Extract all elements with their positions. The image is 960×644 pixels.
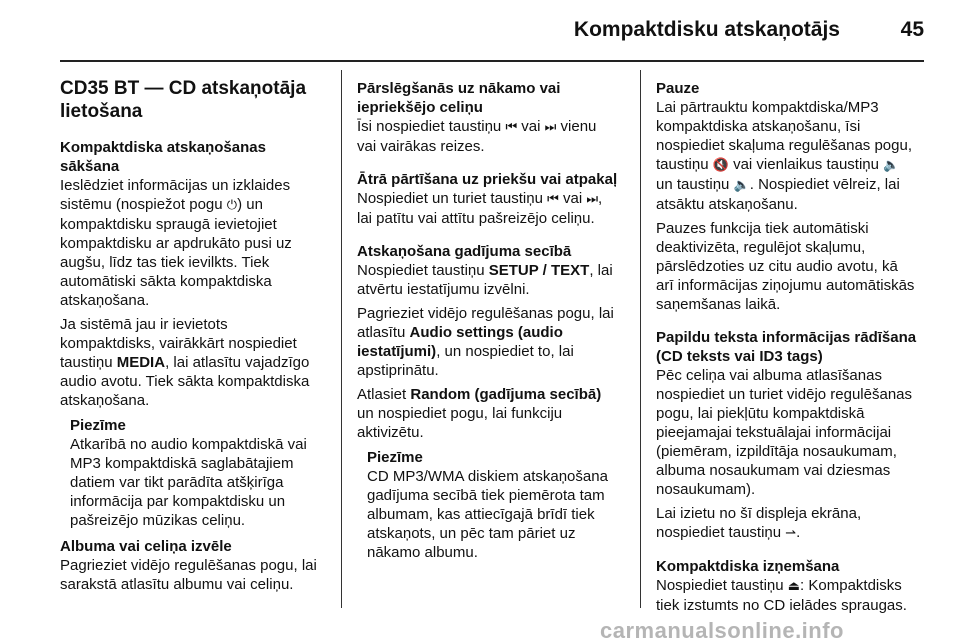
page-number: 45	[900, 18, 924, 41]
subheading-album-track: Albuma vai celiņa izvēle	[60, 538, 232, 555]
paragraph-album-track: Pagrieziet vidējo regulēšanas pogu, lai sarakstā atlasītu albumu vai celiņu.	[60, 557, 317, 593]
note-text: CD MP3/WMA diskiem atskaņošana gadījuma secībā tiek piemērota tam albumam, kas attiecīgajā brīdī tiek atskaņots, un pēc tam pāriet uz nākamo albumu.	[367, 468, 608, 561]
back-icon: ⇀	[785, 526, 797, 541]
column-3	[656, 79, 918, 620]
subheading-random: Atskaņošana gadījuma secībā	[357, 243, 572, 260]
subheading-pause: Pauze	[656, 80, 700, 97]
subheading-next-prev: Pārslēgšanās uz nākamo vai iepriekšējo celiņu	[357, 80, 561, 116]
note-box	[70, 416, 322, 530]
section-heading: CD35 BT — CD atskaņotāja lietošana	[60, 78, 307, 122]
rewind-icon: ⏮	[547, 192, 559, 207]
random-option-label: Random (gadījuma secībā)	[410, 386, 602, 403]
note-title: Piezīme	[367, 449, 423, 466]
paragraph-fast-forward: Nospiediet un turiet taustiņu ⏮ vai ⏭, lai patītu vai attītu pašreizējo celiņu.	[357, 190, 603, 227]
paragraph-exit-display: Lai izietu no šī displeja ekrāna, nospiediet taustiņu ⇀.	[656, 505, 862, 541]
power-icon: ⏻	[226, 198, 238, 213]
media-key-label: MEDIA	[116, 354, 166, 371]
paragraph-audio-settings: Pagrieziet vidējo regulēšanas pogu, lai atlasītu Audio settings (audio iestatījumi), un nospiediet to, lai apstiprinātu.	[357, 305, 614, 379]
column-divider-2	[640, 70, 641, 608]
paragraph-setup-key: Nospiediet taustiņu SETUP / TEXT, lai atvērtu iestatījumu izvēlni.	[357, 262, 613, 298]
volume-up-icon: 🔈	[883, 158, 900, 173]
subheading-cd-text: Papildu teksta informācijas rādīšana (CD teksts vai ID3 tags)	[656, 329, 917, 365]
paragraph-pause: Lai pārtrauktu kompaktdiska/MP3 kompaktdiska atskaņošanu, īsi nospiediet skaļuma regulēšanas pogu, taustiņu 🔇 vai vienlaikus taustiņu 🔈 un taustiņu 🔈. Nospiediet vēlreiz, lai atsāktu atskaņošanu.	[656, 99, 913, 213]
note-title: Piezīme	[70, 417, 126, 434]
subheading-fast-forward: Ātrā pārtīšana uz priekšu vai atpakaļ	[357, 171, 618, 188]
paragraph-random-select: Atlasiet Random (gadījuma secībā) un nospiediet pogu, lai funkciju aktivizētu.	[357, 386, 602, 441]
paragraph-cd-text: Pēc celiņa vai albuma atlasīšanas nospiediet un turiet vidējo regulēšanas pogu, lai piekļūtu kompaktdiskā pieejamajai tekstuālajai informācijai (piemēram, izpildītāja nosaukumam, albuma nosaukumam vai dziesmas nosaukumam).	[656, 367, 913, 498]
previous-track-icon: ⏮	[505, 120, 518, 135]
column-divider-1	[341, 70, 342, 608]
paragraph-next-prev: Īsi nospiediet taustiņu ⏮ vai ⏭ vienu vai vairākas reizes.	[357, 118, 597, 155]
paragraph-media-key: Ja sistēmā jau ir ievietots kompaktdisks, vairākkārt nospiediet taustiņu MEDIA, lai atlasītu vajadzīgo audio avotu. Tiek sākta kompaktdiska atskaņošana.	[60, 316, 310, 409]
mute-icon: 🔇	[712, 158, 729, 173]
paragraph-start-playback: Ieslēdziet informācijas un izklaides sistēmu (nospiežot pogu ⏻) un kompaktdisku spraugā ievietojiet kompaktdisku ar apdrukāto pusi uz augšu, līdz tas tiek ievilkts. Tiek automātiski sākta kompaktdiska atskaņošana.	[60, 177, 292, 309]
fast-forward-icon: ⏭	[586, 192, 599, 207]
column-1	[60, 77, 322, 599]
volume-down-icon: 🔈	[733, 178, 750, 193]
setup-text-key-label: SETUP / TEXT	[488, 262, 590, 279]
header-rule	[60, 60, 924, 62]
next-track-icon: ⏭	[544, 120, 557, 135]
eject-icon: ⏏	[787, 579, 801, 594]
subheading-start-playback: Kompaktdiska atskaņošanas sākšana	[60, 139, 266, 175]
paragraph-eject: Nospiediet taustiņu ⏏: Kompaktdisks tiek izstumts no CD ielādes spraugas.	[656, 577, 907, 614]
subheading-eject: Kompaktdiska izņemšana	[656, 558, 840, 575]
note-text: Atkarībā no audio kompaktdiskā vai MP3 kompaktdiskā saglabātajiem datiem var tikt parādīta atšķirīga informācija par kompaktdisku un pašreizējo mūzikas celiņu.	[70, 436, 307, 529]
watermark: carmanualsonline.info	[600, 618, 844, 643]
audio-settings-label: Audio settings (audio iestatījumi)	[357, 324, 563, 360]
paragraph-pause-auto: Pauzes funkcija tiek automātiski deaktivizēta, regulējot skaļumu, pārslēdzoties uz citu audio avotu, kā arī informācijas ziņojumu automātiskās saņemšanas laikā.	[656, 220, 915, 313]
note-box	[367, 448, 619, 562]
column-2	[357, 79, 619, 569]
header-title: Kompaktdisku atskaņotājs	[573, 18, 840, 41]
